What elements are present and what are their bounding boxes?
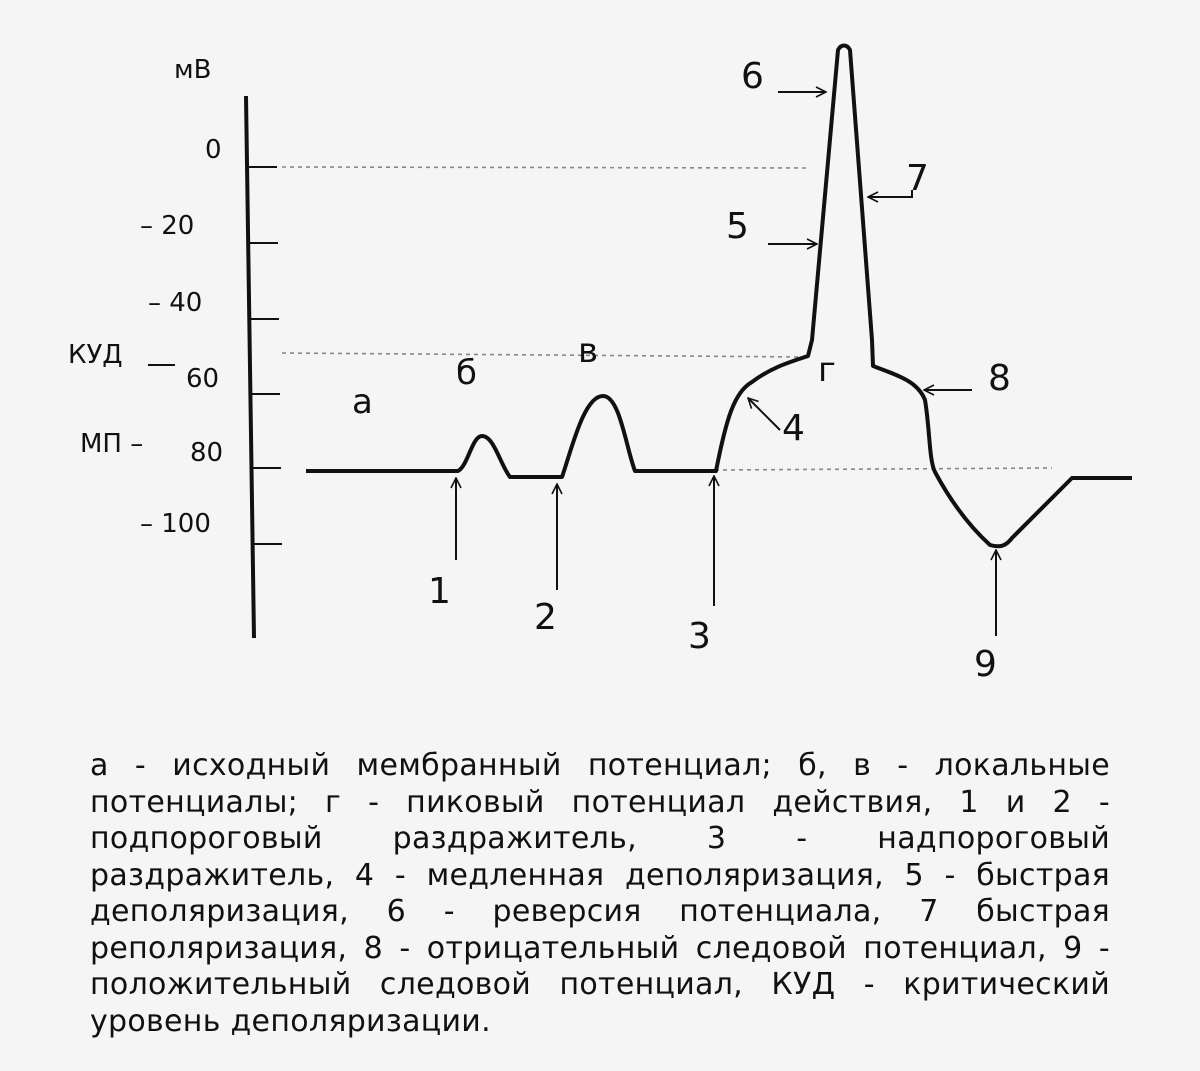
label-v-local: в	[578, 331, 599, 371]
resting-potential-reference-line	[715, 468, 1052, 470]
label-b-local: б	[456, 353, 477, 393]
axis-tick-label: – 40	[148, 288, 203, 318]
axis-tick-label: – 20	[140, 211, 195, 241]
axis-tick-label: 80	[190, 438, 224, 468]
slow-depolarization-arrow-4	[748, 398, 780, 430]
axis-tick-label: 60	[186, 364, 220, 394]
marker-3: 3	[688, 616, 711, 657]
zero-reference-line	[282, 167, 808, 168]
label-g-spike: г	[818, 350, 836, 390]
y-axis-line	[246, 96, 254, 638]
kud-reference-line	[282, 353, 808, 357]
mp-axis-label: МП –	[80, 429, 144, 459]
axis-tick-label: 0	[205, 135, 222, 165]
marker-1: 1	[428, 571, 451, 612]
label-a-resting: а	[352, 382, 373, 422]
marker-2: 2	[534, 597, 557, 638]
kud-axis-label: КУД	[68, 340, 123, 370]
marker-5: 5	[726, 206, 749, 247]
marker-4: 4	[782, 408, 805, 449]
marker-7: 7	[906, 158, 929, 199]
marker-9: 9	[974, 644, 997, 685]
axis-unit-label: мВ	[174, 55, 212, 85]
marker-8: 8	[988, 358, 1011, 399]
figure-caption: а - исходный мембранный потенциал; б, в - локальные потенциалы; г - пиковый потенциал действия, 1 и 2 - подпороговый раздражитель, 3 - надпороговый раздражитель, 4 - медленная деполяризация, 5 - быстрая деполяризация, 6 - реверсия потенциала, 7 быстрая реполяризация, 8 - отрицательный следовой потенциал, 9 - положительный следовой потенциал, КУД - критический уровень деполяризации.	[90, 748, 1110, 1039]
marker-6: 6	[741, 56, 764, 97]
axis-tick-label: – 100	[140, 509, 211, 539]
membrane-potential-curve	[306, 46, 1132, 547]
